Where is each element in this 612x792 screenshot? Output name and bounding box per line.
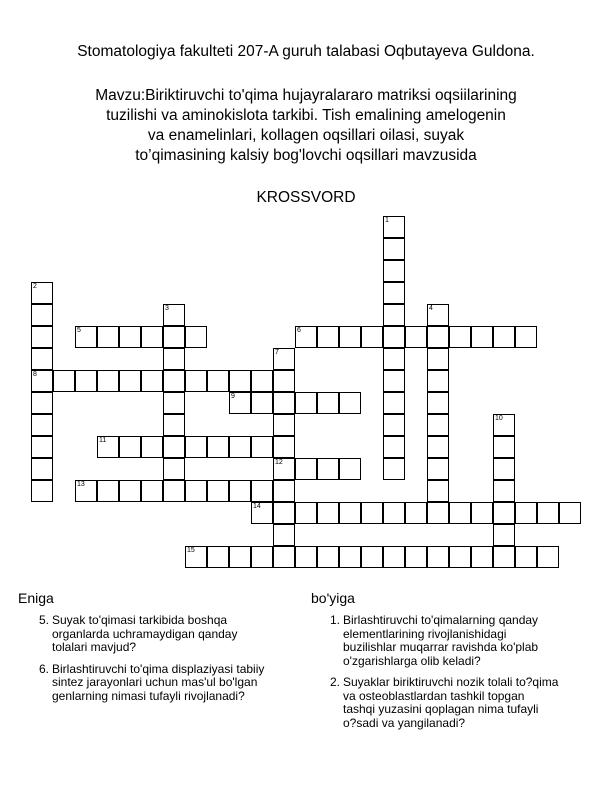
crossword-cell[interactable] <box>405 546 427 568</box>
crossword-cell[interactable] <box>427 414 449 436</box>
crossword-cell[interactable] <box>383 216 405 238</box>
crossword-cell[interactable] <box>273 524 295 546</box>
crossword-cell[interactable] <box>339 458 361 480</box>
crossword-cell[interactable] <box>273 480 295 502</box>
clue-text-line: va osteoblastlardan tashkil topgan <box>343 688 525 703</box>
crossword-cell[interactable] <box>273 436 295 458</box>
crossword-cell[interactable] <box>207 436 229 458</box>
crossword-cell[interactable] <box>361 326 383 348</box>
clue-text-line: elementlarining rivojlanishidagi <box>343 626 507 641</box>
crossword-cell[interactable] <box>493 546 515 568</box>
crossword-cell[interactable] <box>449 546 471 568</box>
clue-number: 14 <box>253 503 261 510</box>
crossword-cell[interactable] <box>229 436 251 458</box>
crossword-cell[interactable] <box>251 370 273 392</box>
crossword-cell[interactable] <box>449 502 471 524</box>
crossword-cell[interactable] <box>185 370 207 392</box>
clue-item-number: 2. <box>329 675 340 689</box>
crossword-cell[interactable] <box>251 392 273 414</box>
topic-line-4: to’qimasining kalsiy bog'lovchi oqsillari mavzusida <box>135 147 477 164</box>
crossword-cell[interactable] <box>427 370 449 392</box>
crossword-cell[interactable] <box>383 326 405 348</box>
clue-item <box>322 614 558 668</box>
crossword-cell[interactable] <box>229 546 251 568</box>
down-heading: bo'yiga <box>311 590 355 606</box>
crossword-cell[interactable] <box>449 326 471 348</box>
clue-item-number: 6. <box>38 661 49 676</box>
crossword-cell[interactable] <box>383 238 405 260</box>
crossword-cell[interactable] <box>515 326 537 348</box>
crossword-cell[interactable] <box>427 480 449 502</box>
clue-number: 15 <box>187 547 195 554</box>
clue-number: 5 <box>77 327 81 334</box>
crossword-cell[interactable] <box>537 502 559 524</box>
crossword-cell[interactable] <box>295 392 317 414</box>
crossword-cell[interactable] <box>31 370 53 392</box>
crossword-cell[interactable] <box>383 304 405 326</box>
clue-text-line: genlarning nimasi tufayli rivojlanadi? <box>52 688 245 703</box>
crossword-cell[interactable] <box>31 480 53 502</box>
crossword-cell[interactable] <box>273 392 295 414</box>
crossword-cell[interactable] <box>427 304 449 326</box>
crossword-cell[interactable] <box>119 480 141 502</box>
crossword-cell[interactable] <box>493 436 515 458</box>
crossword-cell[interactable] <box>31 414 53 436</box>
down-clue-list <box>322 614 558 738</box>
crossword-cell[interactable] <box>229 480 251 502</box>
crossword-cell[interactable] <box>75 370 97 392</box>
crossword-cell[interactable] <box>31 458 53 480</box>
crossword-cell[interactable] <box>273 502 295 524</box>
crossword-cell[interactable] <box>493 458 515 480</box>
crossword-cell[interactable] <box>141 480 163 502</box>
crossword-cell[interactable] <box>427 502 449 524</box>
crossword-cell[interactable] <box>229 370 251 392</box>
crossword-cell[interactable] <box>207 480 229 502</box>
crossword-cell[interactable] <box>163 326 185 348</box>
crossword-cell[interactable] <box>471 326 493 348</box>
topic-line-3: va enamelinlari, kollagen oqsillari oilasi, suyak <box>147 127 465 144</box>
crossword-cell[interactable] <box>251 546 273 568</box>
crossword-cell[interactable] <box>361 502 383 524</box>
clue-text-line: tashqi yuzasini qoplagan nima tufayli <box>343 702 539 716</box>
crossword-cell[interactable] <box>75 480 97 502</box>
crossword-cell[interactable] <box>427 392 449 414</box>
crossword-cell[interactable] <box>273 370 295 392</box>
clue-text-line: Birlashtiruvchi to'qimalarning qanday <box>343 613 539 627</box>
crossword-cell[interactable] <box>31 282 53 304</box>
clue-text-line: Suyaklar biriktiruvchi nozik tolali to?qima <box>343 675 559 689</box>
crossword-cell[interactable] <box>339 326 361 348</box>
clue-number: 8 <box>33 371 37 378</box>
crossword-cell[interactable] <box>383 546 405 568</box>
crossword-cell[interactable] <box>559 502 581 524</box>
crossword-cell[interactable] <box>163 458 185 480</box>
crossword-cell[interactable] <box>251 480 273 502</box>
crossword-cell[interactable] <box>185 480 207 502</box>
crossword-cell[interactable] <box>493 524 515 546</box>
crossword-cell[interactable] <box>317 502 339 524</box>
clue-number: 7 <box>275 349 279 356</box>
topic-line-2: tuzilishi va aminokislota tarkibi. Tish emalining amelogenin <box>106 107 506 124</box>
crossword-cell[interactable] <box>383 370 405 392</box>
crossword-cell[interactable] <box>207 370 229 392</box>
crossword-cell[interactable] <box>405 502 427 524</box>
crossword-cell[interactable] <box>75 326 97 348</box>
crossword-cell[interactable] <box>163 304 185 326</box>
crossword-cell[interactable] <box>119 370 141 392</box>
crossword-title: KROSSVORD <box>256 189 356 206</box>
crossword-cell[interactable] <box>163 480 185 502</box>
crossword-cell[interactable] <box>493 414 515 436</box>
clue-text-line: Birlashtiruvchi to'qima displaziyasi tabiiy <box>52 661 265 676</box>
crossword-cell[interactable] <box>251 436 273 458</box>
crossword-cell[interactable] <box>317 326 339 348</box>
crossword-cell[interactable] <box>405 326 427 348</box>
crossword-cell[interactable] <box>295 458 317 480</box>
topic-line-1: Mavzu:Biriktiruvchi to'qima hujayralararo matriksi oqsiilarining <box>95 87 517 104</box>
clue-text-line: sintez jarayonlari uchun mas'ul bo'lgan <box>52 675 258 689</box>
crossword-cell[interactable] <box>471 502 493 524</box>
crossword-cell[interactable] <box>339 392 361 414</box>
crossword-cell[interactable] <box>185 546 207 568</box>
clue-number: 13 <box>77 481 85 488</box>
crossword-cell[interactable] <box>163 414 185 436</box>
clue-text-line: organlarda uchramaydigan qanday <box>52 626 238 641</box>
crossword-cell[interactable] <box>427 348 449 370</box>
crossword-cell[interactable] <box>295 546 317 568</box>
crossword-cell[interactable] <box>317 546 339 568</box>
crossword-cell[interactable] <box>31 304 53 326</box>
crossword-cell[interactable] <box>295 326 317 348</box>
clue-text-line: tolalari mavjud? <box>52 640 137 654</box>
clue-number: 11 <box>99 437 107 444</box>
across-clue-list <box>31 614 264 711</box>
clue-number: 6 <box>297 327 301 334</box>
crossword-cell[interactable] <box>141 436 163 458</box>
crossword-cell[interactable] <box>515 546 537 568</box>
crossword-cell[interactable] <box>317 458 339 480</box>
clue-number: 12 <box>275 459 283 466</box>
clue-item-number: 5. <box>38 613 49 627</box>
crossword-cell[interactable] <box>383 414 405 436</box>
crossword-cell[interactable] <box>31 326 53 348</box>
crossword-cell[interactable] <box>141 370 163 392</box>
crossword-cell[interactable] <box>383 260 405 282</box>
crossword-cell[interactable] <box>97 370 119 392</box>
clue-number: 1 <box>385 217 389 224</box>
crossword-cell[interactable] <box>31 348 53 370</box>
clue-number: 2 <box>33 283 37 290</box>
crossword-cell[interactable] <box>97 326 119 348</box>
crossword-cell[interactable] <box>119 436 141 458</box>
clue-number: 4 <box>429 305 433 312</box>
crossword-cell[interactable] <box>97 436 119 458</box>
crossword-cell[interactable] <box>493 502 515 524</box>
crossword-cell[interactable] <box>383 348 405 370</box>
clue-item <box>31 663 264 704</box>
crossword-cell[interactable] <box>361 546 383 568</box>
clue-number: 3 <box>165 305 169 312</box>
crossword-cell[interactable] <box>229 392 251 414</box>
crossword-cell[interactable] <box>383 436 405 458</box>
crossword-cell[interactable] <box>339 546 361 568</box>
crossword-cell[interactable] <box>273 414 295 436</box>
crossword-cell[interactable] <box>339 502 361 524</box>
crossword-cell[interactable] <box>273 348 295 370</box>
clue-number: 9 <box>231 393 235 400</box>
crossword-cell[interactable] <box>471 546 493 568</box>
crossword-cell[interactable] <box>493 326 515 348</box>
crossword-cell[interactable] <box>383 392 405 414</box>
crossword-cell[interactable] <box>383 282 405 304</box>
clue-text-line: Suyak to'qimasi tarkibida boshqa <box>52 613 228 627</box>
crossword-cell[interactable] <box>383 502 405 524</box>
crossword-cell[interactable] <box>383 458 405 480</box>
crossword-cell[interactable] <box>295 502 317 524</box>
crossword-cell[interactable] <box>31 436 53 458</box>
crossword-cell[interactable] <box>119 326 141 348</box>
crossword-cell[interactable] <box>163 370 185 392</box>
crossword-cell[interactable] <box>273 546 295 568</box>
crossword-cell[interactable] <box>141 326 163 348</box>
crossword-cell[interactable] <box>163 392 185 414</box>
clue-item <box>31 614 264 655</box>
crossword-cell[interactable] <box>163 348 185 370</box>
crossword-cell[interactable] <box>185 326 207 348</box>
crossword-cell[interactable] <box>427 458 449 480</box>
across-heading: Eniga <box>18 590 54 606</box>
crossword-cell[interactable] <box>207 546 229 568</box>
crossword-cell[interactable] <box>273 458 295 480</box>
crossword-cell[interactable] <box>493 480 515 502</box>
clue-item-number: 1. <box>329 613 340 627</box>
crossword-cell[interactable] <box>515 502 537 524</box>
clue-item <box>322 676 558 730</box>
crossword-cell[interactable] <box>97 480 119 502</box>
crossword-cell[interactable] <box>427 546 449 568</box>
clue-text-line: buzilishlar muqarrar ravishda ko'plab <box>343 640 539 654</box>
crossword-cell[interactable] <box>427 436 449 458</box>
crossword-cell[interactable] <box>185 436 207 458</box>
clue-number: 10 <box>495 415 503 422</box>
author-line: Stomatologiya fakulteti 207-A guruh talabasi Oqbutayeva Guldona. <box>77 43 535 60</box>
crossword-cell[interactable] <box>163 436 185 458</box>
crossword-cell[interactable] <box>317 392 339 414</box>
crossword-cell[interactable] <box>427 326 449 348</box>
crossword-cell[interactable] <box>537 546 559 568</box>
crossword-cell[interactable] <box>31 392 53 414</box>
clue-text-line: o?sadi va yangilanadi? <box>343 715 466 730</box>
crossword-cell[interactable] <box>251 502 273 524</box>
clue-text-line: o'zgarishlarga olib keladi? <box>343 653 481 668</box>
crossword-cell[interactable] <box>53 370 75 392</box>
